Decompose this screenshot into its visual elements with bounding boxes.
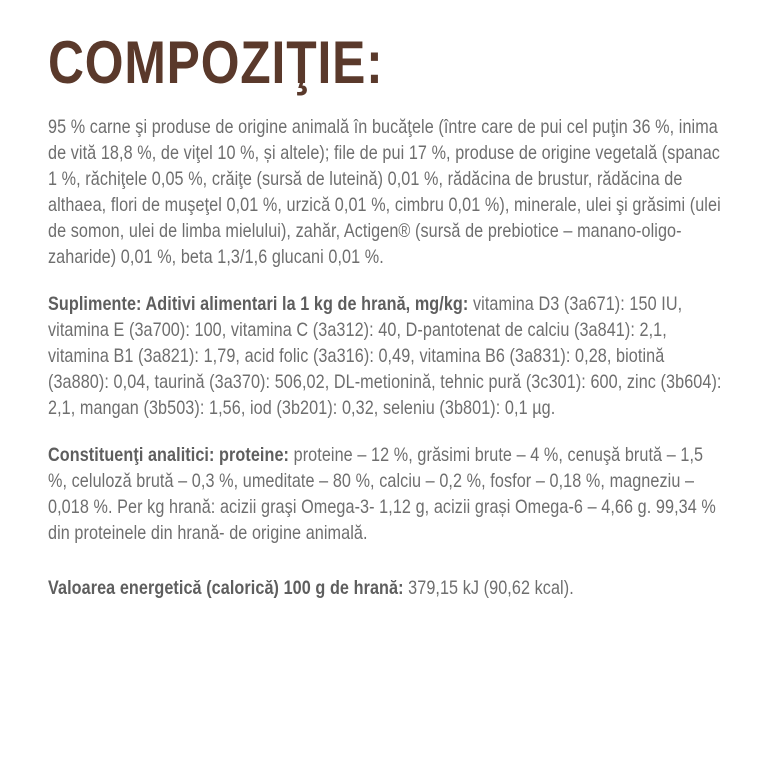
composition-label — [48, 29, 722, 622]
energy-value-paragraph-body: 379,15 kJ (90,62 kcal). — [403, 577, 574, 600]
energy-value-paragraph — [48, 575, 722, 601]
ingredients-paragraph — [48, 114, 722, 270]
analytical-constituents-paragraph — [48, 442, 722, 546]
ingredients-paragraph-body: 95 % carne şi produse de origine animală în bucăţele (între care de pui cel puţin 36 %, inima de vită 18,8 %, de viţel 10 %, și altele); file de pui 17 %, produse de origine vegetală (spanac 1 %, răchiţele 0,05 %, crăiţe (sursă de luteină) 0,01 %, rădăcina de brustur, rădăcina de althaea, flori de muşeţel 0,01 %, urzică 0,01 %, cimbru 0,01 %), minerale, ulei şi grăsimi (ulei de somon, ulei de limba mielului), zahăr, Actigen® (sursă de prebiotice – manano-oligo-zaharide) 0,01 %, beta 1,3/1,6 glucani 0,01 %. — [48, 116, 721, 269]
analytical-constituents-paragraph-lead: Constituenţi analitici: proteine: — [48, 444, 290, 467]
supplements-paragraph-lead: Suplimente: Aditivi alimentari la 1 kg de hrană, mg/kg: — [48, 293, 469, 316]
energy-value-paragraph-lead: Valoarea energetică (calorică) 100 g de hrană: — [48, 577, 404, 600]
analytical-constituents-paragraph-body: proteine – 12 %, grăsimi brute – 4 %, cenuşă brută – 1,5 %, celuloză brută – 0,3 %, umeditate – 80 %, calciu – 0,2 %, fosfor – 0,18 %, magneziu – 0,018 %. Per kg hrană: acizii graşi Omega-3- 1,12 g, acizii grași Omega-6 – 4,66 g. 99,34 % din proteinele din hrană- de origine animală. — [48, 444, 716, 545]
page-title: COMPOZIŢIE: — [48, 29, 384, 96]
supplements-paragraph-body: vitamina D3 (3a671): 150 IU, vitamina E (3a700): 100, vitamina C (3a312): 40, D-pantotenat de calciu (3a841): 2,1, vitamina B1 (3a821): 1,79, acid folic (3a316): 0,49, vitamina B6 (3a831): 0,28, biotină (3a880): 0,04, taurină (3a370): 506,02, DL-metionină, tehnic pură (3c301): 600, zinc (3b604): 2,1, mangan (3b503): 1,56, iod (3b201): 0,32, seleniu (3b801): 0,1 µg. — [48, 293, 722, 420]
supplements-paragraph — [48, 291, 722, 421]
